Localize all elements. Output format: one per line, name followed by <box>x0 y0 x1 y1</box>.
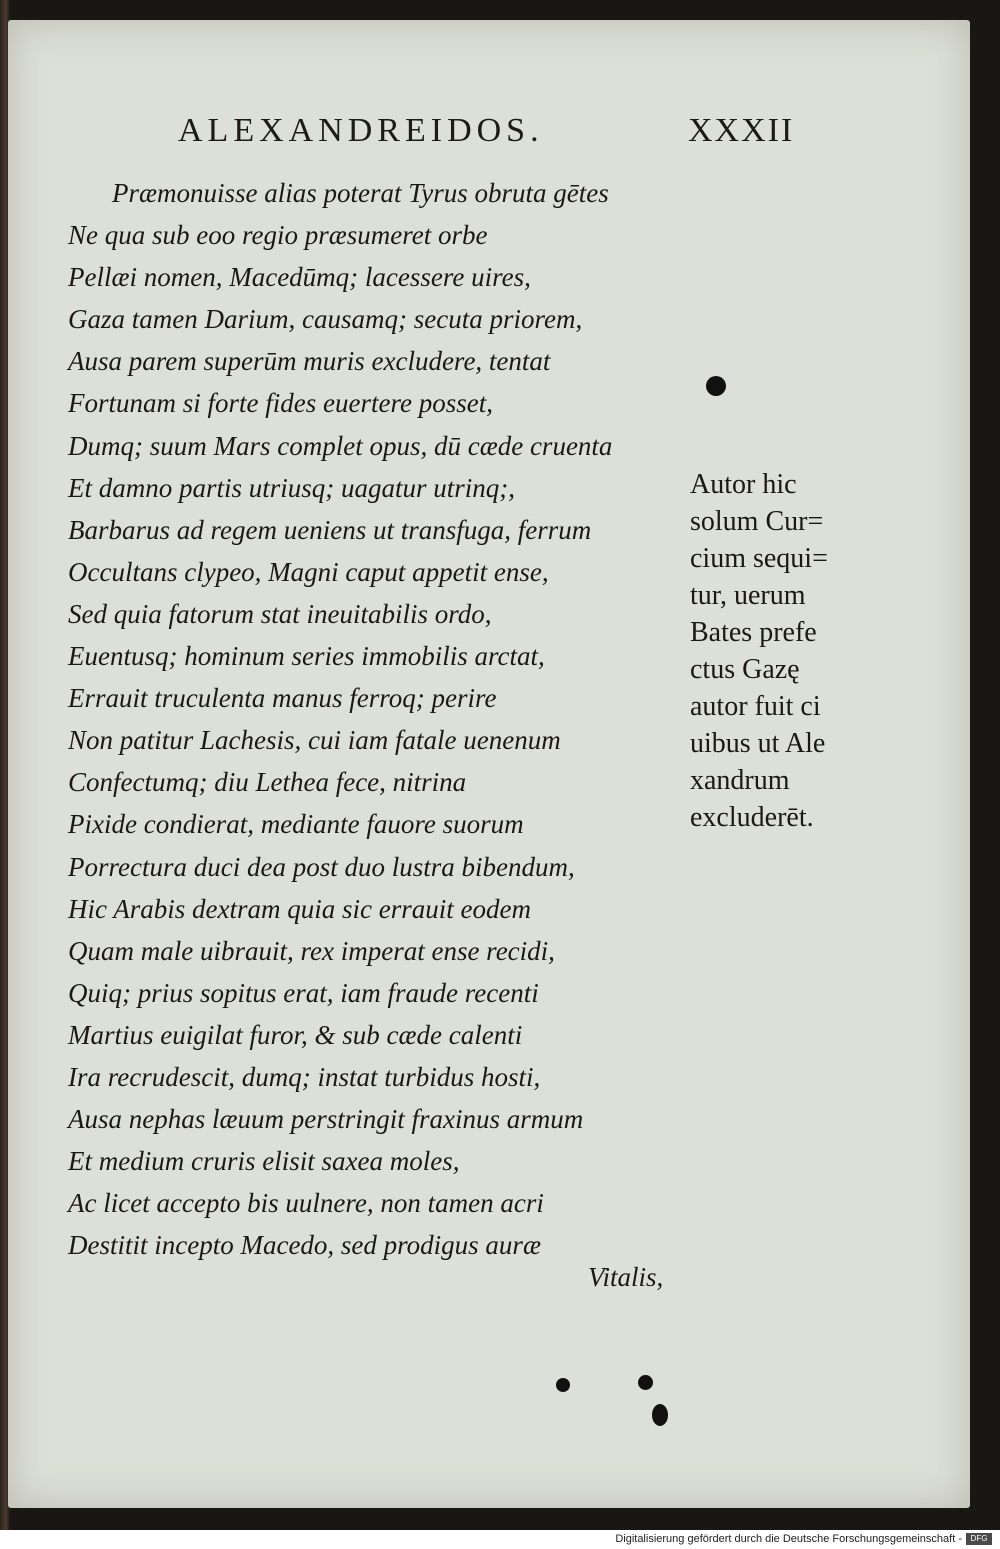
verse-line: Confectumq; diu Lethea fece, nitrina <box>68 767 467 798</box>
verse-text-block <box>68 172 708 1266</box>
verse-line: Porrectura duci dea post duo lustra bibendum, <box>68 851 575 882</box>
verse-line: Ac licet accepto bis uulnere, non tamen acri <box>68 1188 544 1219</box>
ink-dot <box>556 1378 570 1392</box>
ink-dot <box>706 376 726 396</box>
marginal-note-line: tur, uerum <box>690 580 806 611</box>
verse-line: Destitit incepto Macedo, sed prodigus auræ <box>68 1230 541 1261</box>
marginal-note-line: Autor hic <box>690 469 797 500</box>
verse-line: Ira recrudescit, dumq; instat turbidus hosti, <box>68 1061 541 1092</box>
running-title: ALEXANDREIDOS. <box>178 112 544 149</box>
verse-line: Pixide condierat, mediante fauore suorum <box>68 809 524 840</box>
verse-line: Quiq; prius sopitus erat, iam fraude recenti <box>68 977 539 1008</box>
verse-line: Hic Arabis dextram quia sic errauit eodem <box>68 893 531 924</box>
marginal-note-line: excluderēt. <box>690 802 814 833</box>
verse-line: Errauit truculenta manus ferroq; perire <box>68 683 497 714</box>
verse-line: Non patitur Lachesis, cui iam fatale uenenum <box>68 725 561 756</box>
verse-line: Fortunam si forte fides euertere posset, <box>68 388 493 419</box>
marginal-note-line: autor fuit ci <box>690 691 821 722</box>
ink-dot <box>652 1404 668 1426</box>
marginal-note <box>690 466 880 836</box>
verse-line: Martius euigilat furor, & sub cæde calenti <box>68 1019 523 1050</box>
ink-dot <box>638 1375 653 1390</box>
verse-line: Ausa parem superūm muris excludere, tentat <box>68 346 551 377</box>
funding-credit: Digitalisierung gefördert durch die Deutsche Forschungsgemeinschaft - <box>615 1533 962 1545</box>
folio-number: XXXII <box>688 112 795 149</box>
verse-line: Gaza tamen Darium, causamq; secuta priorem, <box>68 304 583 335</box>
verse-line: Et damno partis utriusq; uagatur utrinq;, <box>68 472 516 503</box>
marginal-note-line: solum Cur= <box>690 506 824 537</box>
verse-line: Sed quia fatorum stat ineuitabilis ordo, <box>68 598 492 629</box>
verse-line: Euentusq; hominum series immobilis arctat, <box>68 641 545 672</box>
verse-line: Ne qua sub eoo regio præsumeret orbe <box>68 220 488 251</box>
verse-line: Quam male uibrauit, rex imperat ense recidi, <box>68 935 555 966</box>
marginal-note-line: cium sequi= <box>690 543 828 574</box>
verse-line: Occultans clypeo, Magni caput appetit ense, <box>68 556 549 587</box>
verse-line: Præmonuisse alias poterat Tyrus obruta gētes <box>112 178 609 208</box>
dfg-logo: DFG <box>966 1533 992 1545</box>
verse-line: Pellæi nomen, Macedūmq; lacessere uires, <box>68 262 531 293</box>
verse-line: Barbarus ad regem ueniens ut transfuga, ferrum <box>68 514 592 545</box>
marginal-note-line: xandrum <box>690 765 790 796</box>
marginal-note-line: Bates prefe <box>690 617 817 648</box>
marginal-note-line: ctus Gazę <box>690 654 800 685</box>
verse-line: Ausa nephas læuum perstringit fraxinus armum <box>68 1104 584 1135</box>
marginal-note-line: uibus ut Ale <box>690 728 826 759</box>
verse-line: Et medium cruris elisit saxea moles, <box>68 1146 460 1177</box>
catchword: Vitalis, <box>588 1262 664 1292</box>
verse-line: Dumq; suum Mars complet opus, dū cæde cruenta <box>68 430 613 461</box>
